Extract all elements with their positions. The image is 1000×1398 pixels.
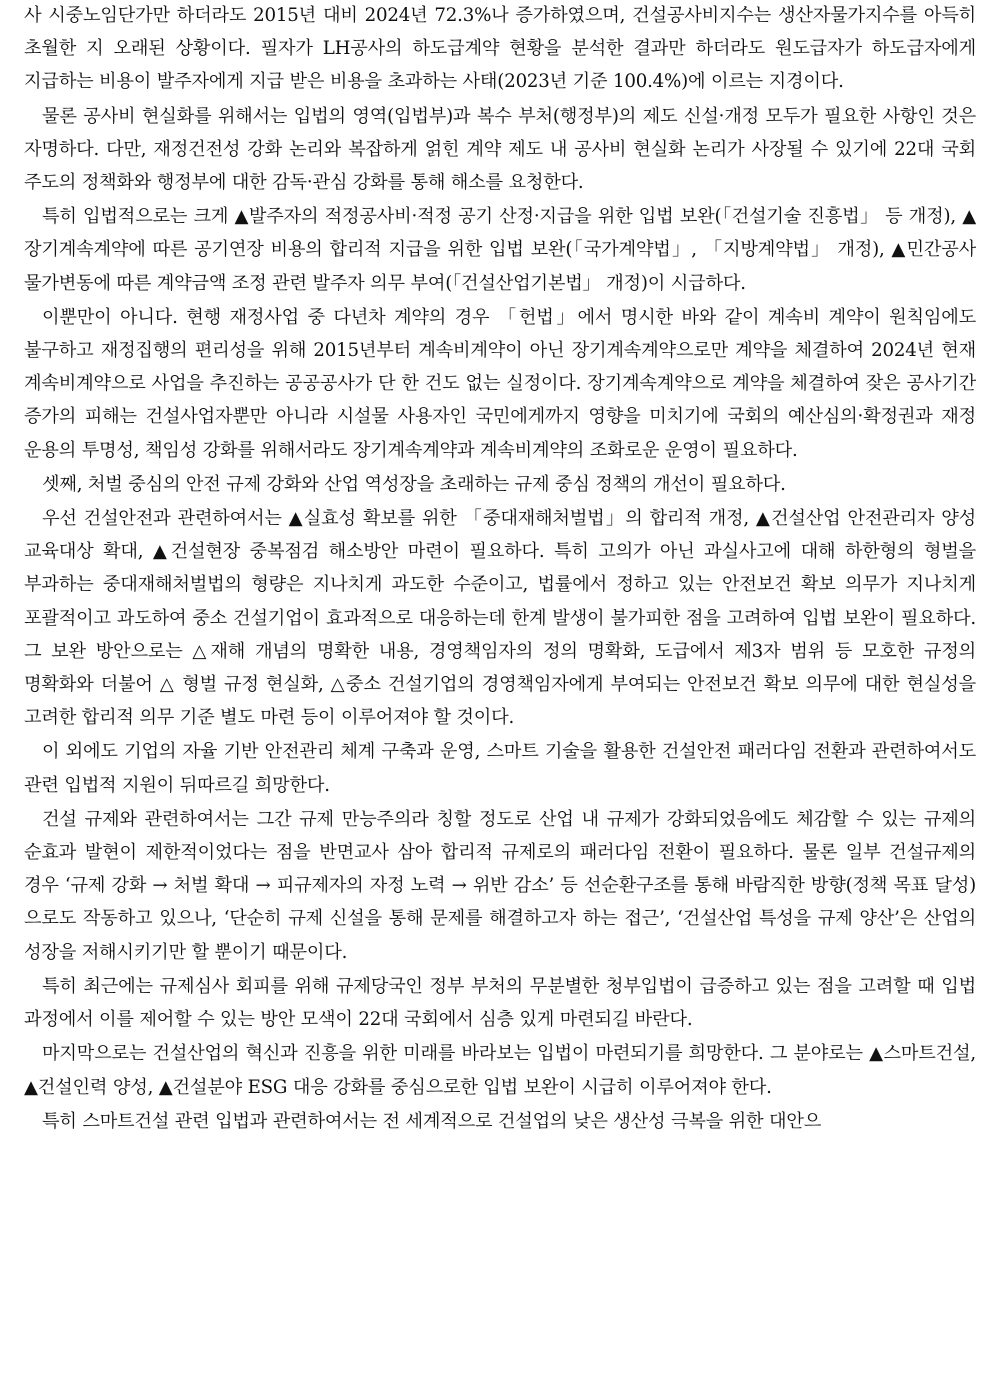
paragraph-3: 특히 입법적으로는 크게 ▲발주자의 적정공사비·적정 공기 산정·지급을 위한 입법 보완(「건설기술 진흥법」 등 개정), ▲장기계속계약에 따른 공기연장 비용의 합리적 지급을 위한 입법 보완(「국가계약법」, 「지방계약법」 개정), ▲민간공사 물가변동에 따른 계약금액 조정 관련 발주자 의무 부여(「건설산업기본법」 개정)이 시급하다. — [24, 206, 976, 294]
document-body — [24, 0, 976, 1139]
paragraph-5-section-heading: 셋째, 처벌 중심의 안전 규제 강화와 산업 역성장을 초래하는 규제 중심 정책의 개선이 필요하다. — [42, 473, 786, 495]
paragraph-11: 특히 스마트건설 관련 입법과 관련하여서는 전 세계적으로 건설업의 낮은 생산성 극복을 위한 대안으 — [42, 1110, 822, 1132]
paragraph-6: 우선 건설안전과 관련하여서는 ▲실효성 확보를 위한 「중대재해처벌법」의 합리적 개정, ▲건설산업 안전관리자 양성 교육대상 확대, ▲건설현장 중복점검 해소방안 마련이 필요하다. 특히 고의가 아닌 과실사고에 대해 하한형의 형벌을 부과하는 중대재해처벌법의 형량은 지나치게 과도한 수준이고, 법률에서 정하고 있는 안전보건 확보 의무가 지나치게 포괄적이고 과도하여 중소 건설기업이 효과적으로 대응하는데 한계 발생이 불가피한 점을 고려하여 입법 보완이 필요하다. 그 보완 방안으로는 △재해 개념의 명확한 내용, 경영책임자의 정의 명확화, 도급에서 제3자 범위 등 모호한 규정의 명확화와 더불어 △ 형벌 규정 현실화, △중소 건설기업의 경영책임자에게 부여되는 안전보건 확보 의무에 대한 현실성을 고려한 합리적 의무 기준 별도 마련 등이 이루어져야 할 것이다. — [24, 508, 976, 729]
paragraph-2: 물론 공사비 현실화를 위해서는 입법의 영역(입법부)과 복수 부처(행정부)의 제도 신설·개정 모두가 필요한 사항인 것은 자명하다. 다만, 재정건전성 강화 논리와 복잡하게 얽힌 계약 제도 내 공사비 현실화 논리가 사장될 수 있기에 22대 국회 주도의 정책화와 행정부에 대한 감독·관심 강화를 통해 해소를 요청한다. — [24, 105, 976, 194]
paragraph-10: 마지막으로는 건설산업의 혁신과 진흥을 위한 미래를 바라보는 입법이 마련되기를 희망한다. 그 분야로는 ▲스마트건설, ▲건설인력 양성, ▲건설분야 ESG 대응 강화를 중심으로한 입법 보완이 시급히 이루어져야 한다. — [24, 1043, 976, 1098]
paragraph-7: 이 외에도 기업의 자율 기반 안전관리 체계 구축과 운영, 스마트 기술을 활용한 건설안전 패러다임 전환과 관련하여서도 관련 입법적 지원이 뒤따르길 희망한다. — [24, 741, 976, 796]
paragraph-4: 이뿐만이 아니다. 현행 재정사업 중 다년차 계약의 경우 「헌법」에서 명시한 바와 같이 계속비 계약이 원칙임에도 불구하고 재정집행의 편리성을 위해 2015년부터 계속비계약이 아닌 장기계속계약으로만 계약을 체결하여 2024년 현재 계속비계약으로 사업을 추진하는 공공공사가 단 한 건도 없는 실정이다. 장기계속계약으로 계약을 체결하여 잦은 공사기간 증가의 피해는 건설사업자뿐만 아니라 시설물 사용자인 국민에게까지 영향을 미치기에 국회의 예산심의·확정권과 재정 운용의 투명성, 책임성 강화를 위해서라도 장기계속계약과 계속비계약의 조화로운 운영이 필요하다. — [24, 306, 976, 461]
paragraph-1: 사 시중노임단가만 하더라도 2015년 대비 2024년 72.3%나 증가하였으며, 건설공사비지수는 생산자물가지수를 아득히 초월한 지 오래된 상황이다. 필자가 LH공사의 하도급계약 현황을 분석한 결과만 하더라도 원도급자가 하도급자에게 지급하는 비용이 발주자에게 지급 받은 비용을 초과하는 사태(2023년 기준 100.4%)에 이르는 지경이다. — [24, 5, 976, 93]
paragraph-9: 특히 최근에는 규제심사 회피를 위해 규제당국인 정부 부처의 무분별한 청부입법이 급증하고 있는 점을 고려할 때 입법 과정에서 이를 제어할 수 있는 방안 모색이 22대 국회에서 심층 있게 마련되길 바란다. — [24, 975, 976, 1031]
paragraph-8: 건설 규제와 관련하여서는 그간 규제 만능주의라 칭할 정도로 산업 내 규제가 강화되었음에도 체감할 수 있는 규제의 순효과 발현이 제한적이었다는 점을 반면교사 삼아 합리적 규제로의 패러다임 전환이 필요하다. 물론 일부 건설규제의 경우 ‘규제 강화 → 처벌 확대 → 피규제자의 자정 노력 → 위반 감소’ 등 선순환구조를 통해 바람직한 방향(정책 목표 달성)으로도 작동하고 있으나, ‘단순히 규제 신설을 통해 문제를 해결하고자 하는 접근’, ‘건설산업 특성을 규제 양산’은 산업의 성장을 저해시키기만 할 뿐이기 때문이다. — [24, 808, 976, 963]
